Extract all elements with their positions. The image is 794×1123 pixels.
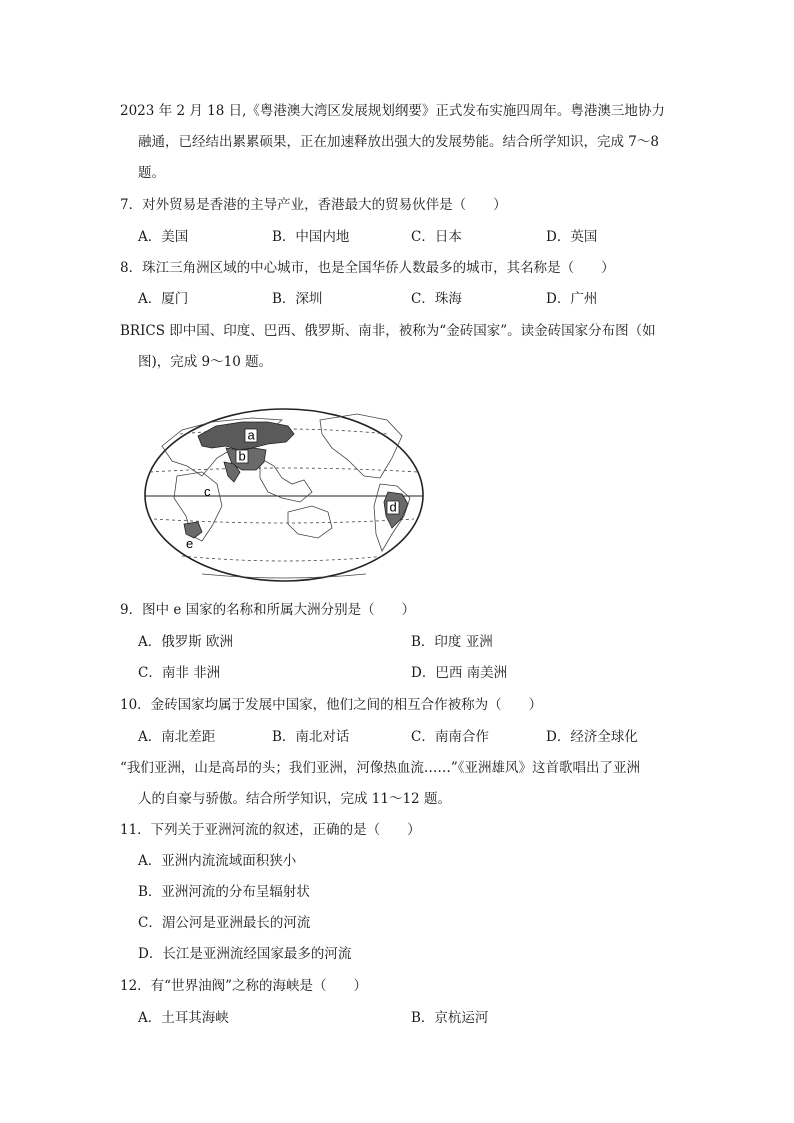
question-10-stem: 10．金砖国家均属于发展中国家，他们之间的相互合作被称为（ ） [120,697,543,713]
question-11-stem: 11．下列关于亚洲河流的叙述，正确的是（ ） [120,822,421,838]
intro-3-line-1: “我们亚洲，山是高昂的头；我们亚洲，河像热血流……”《亚洲雄风》这首歌唱出了亚洲 [120,760,641,776]
map-label-d: d [389,499,397,515]
question-12-option-b: B．京杭运河 [411,1010,489,1026]
question-8-option-d: D．广州 [546,291,598,307]
question-8-option-c: C．珠海 [411,291,462,307]
question-11-option-c: C．湄公河是亚洲最长的河流 [138,915,311,931]
question-11-option-b: B．亚洲河流的分布呈辐射状 [138,884,310,900]
question-9-option-b: B．印度 亚洲 [411,634,493,650]
question-9-option-c: C．南非 非洲 [138,665,221,681]
question-7-stem: 7．对外贸易是香港的主导产业，香港最大的贸易伙伴是（ ） [120,197,507,213]
intro-2-line-1: BRICS 即中国、印度、巴西、俄罗斯、南非，被称为“金砖国家”。读金砖国家分布图（如 [120,323,656,339]
brics-world-map [142,406,426,584]
question-8-option-b: B．深圳 [272,291,323,307]
intro-3-line-2: 人的自豪与骄傲。结合所学知识，完成 11～12 题。 [138,791,451,807]
question-10-option-a: A．南北差距 [138,729,216,745]
question-11-option-d: D．长江是亚洲流经国家最多的河流 [138,946,352,962]
question-8-stem: 8．珠江三角洲区域的中心城市，也是全国华侨人数最多的城市，其名称是（ ） [120,260,615,276]
intro-1-line-1: 2023 年 2 月 18 日,《粤港澳大湾区发展规划纲要》正式发布实施四周年。粤港澳三地协力 [120,103,665,119]
question-12-stem: 12．有“世界油阀”之称的海峡是（ ） [120,978,367,994]
intro-1-line-3: 题。 [138,165,165,181]
question-9-stem: 9．图中 e 国家的名称和所属大洲分别是（ ） [120,602,416,618]
question-10-option-d: D．经济全球化 [546,729,638,745]
question-7-option-b: B．中国内地 [272,229,350,245]
map-label-a: a [247,427,255,443]
question-12-option-a: A．土耳其海峡 [138,1010,229,1026]
question-8-option-a: A．厦门 [138,291,189,307]
world-map-figure [142,406,426,584]
question-7-option-d: D．英国 [546,229,598,245]
map-label-c: c [204,484,211,499]
map-label-e: e [186,536,194,551]
question-7-option-a: A．美国 [138,229,189,245]
intro-2-line-2: 图)，完成 9～10 题。 [138,354,273,370]
intro-1-line-2: 融通，已经结出累累硕果，正在加速释放出强大的发展势能。结合所学知识，完成 7～8 [138,134,659,150]
question-9-option-a: A．俄罗斯 欧洲 [138,634,234,650]
question-10-option-c: C．南南合作 [411,729,489,745]
map-label-b: b [238,448,246,464]
question-9-option-d: D．巴西 南美洲 [411,665,508,681]
question-11-option-a: A．亚洲内流流域面积狭小 [138,853,297,869]
question-7-option-c: C．日本 [411,229,462,245]
question-10-option-b: B．南北对话 [272,729,350,745]
